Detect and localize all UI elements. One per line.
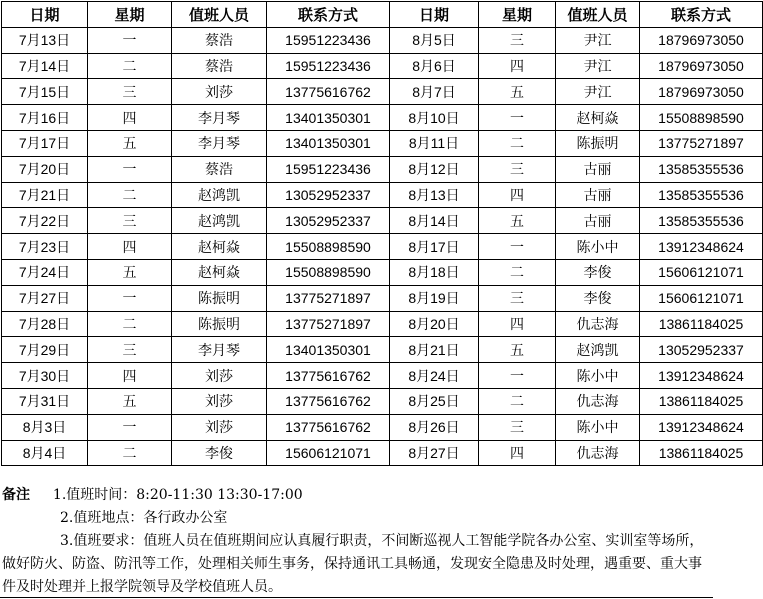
cell-weekday-right: 四 xyxy=(479,440,556,466)
notes-line-3 xyxy=(2,530,710,599)
col-header-contact-right: 联系方式 xyxy=(640,2,763,28)
header-row xyxy=(2,2,763,28)
table-row xyxy=(2,363,763,389)
table-row xyxy=(2,388,763,414)
cell-staff-left: 刘莎 xyxy=(172,363,267,389)
cell-date-right: 8月6日 xyxy=(390,53,479,79)
cell-date-right: 8月24日 xyxy=(390,363,479,389)
cell-contact-right: 15606121071 xyxy=(640,285,763,311)
cell-date-left: 7月13日 xyxy=(2,27,88,53)
cell-date-right: 8月13日 xyxy=(390,182,479,208)
table-row xyxy=(2,414,763,440)
cell-weekday-left: 五 xyxy=(88,388,172,414)
cell-contact-right: 18796973050 xyxy=(640,53,763,79)
table-row xyxy=(2,311,763,337)
cell-staff-left: 赵柯焱 xyxy=(172,259,267,285)
cell-staff-left: 赵鸿凯 xyxy=(172,182,267,208)
cell-date-left: 7月14日 xyxy=(2,53,88,79)
cell-staff-left: 李俊 xyxy=(172,440,267,466)
cell-staff-left: 刘莎 xyxy=(172,79,267,105)
cell-date-right: 8月19日 xyxy=(390,285,479,311)
cell-date-left: 7月17日 xyxy=(2,130,88,156)
cell-date-left: 7月23日 xyxy=(2,234,88,260)
cell-date-left: 7月28日 xyxy=(2,311,88,337)
cell-date-right: 8月25日 xyxy=(390,388,479,414)
cell-weekday-right: 二 xyxy=(479,388,556,414)
cell-contact-left: 15951223436 xyxy=(267,156,390,182)
table-row xyxy=(2,130,763,156)
cell-date-right: 8月5日 xyxy=(390,27,479,53)
cell-weekday-left: 五 xyxy=(88,130,172,156)
cell-contact-left: 15508898590 xyxy=(267,234,390,260)
cell-date-left: 7月21日 xyxy=(2,182,88,208)
cell-contact-right: 13861184025 xyxy=(640,311,763,337)
cell-staff-right: 尹江 xyxy=(556,27,640,53)
cell-weekday-left: 二 xyxy=(88,53,172,79)
table-row xyxy=(2,234,763,260)
cell-weekday-left: 一 xyxy=(88,414,172,440)
cell-date-left: 7月24日 xyxy=(2,259,88,285)
notes-label: 备注 xyxy=(2,487,30,503)
cell-contact-right: 13912348624 xyxy=(640,234,763,260)
cell-contact-right: 13912348624 xyxy=(640,363,763,389)
cell-staff-right: 李俊 xyxy=(556,285,640,311)
cell-staff-left: 刘莎 xyxy=(172,388,267,414)
cell-weekday-right: 三 xyxy=(479,156,556,182)
cell-date-left: 7月31日 xyxy=(2,388,88,414)
cell-weekday-left: 三 xyxy=(88,79,172,105)
cell-weekday-right: 四 xyxy=(479,182,556,208)
cell-weekday-left: 三 xyxy=(88,337,172,363)
cell-contact-left: 13401350301 xyxy=(267,337,390,363)
cell-contact-right: 15508898590 xyxy=(640,105,763,131)
table-row xyxy=(2,259,763,285)
cell-weekday-left: 一 xyxy=(88,27,172,53)
cell-staff-right: 古丽 xyxy=(556,156,640,182)
cell-contact-right: 18796973050 xyxy=(640,79,763,105)
col-header-weekday-right: 星期 xyxy=(479,2,556,28)
cell-staff-right: 尹江 xyxy=(556,53,640,79)
cell-contact-right: 13861184025 xyxy=(640,388,763,414)
cell-weekday-right: 二 xyxy=(479,259,556,285)
cell-staff-left: 赵鸿凯 xyxy=(172,208,267,234)
cell-date-right: 8月26日 xyxy=(390,414,479,440)
cell-contact-right: 13585355536 xyxy=(640,182,763,208)
cell-contact-left: 13775616762 xyxy=(267,414,390,440)
cell-staff-right: 尹江 xyxy=(556,79,640,105)
cell-weekday-right: 三 xyxy=(479,414,556,440)
cell-date-right: 8月7日 xyxy=(390,79,479,105)
cell-staff-left: 李月琴 xyxy=(172,105,267,131)
col-header-date-left: 日期 xyxy=(2,2,88,28)
cell-staff-left: 陈振明 xyxy=(172,311,267,337)
cell-contact-left: 15508898590 xyxy=(267,259,390,285)
cell-date-left: 8月3日 xyxy=(2,414,88,440)
table-row xyxy=(2,182,763,208)
cell-date-left: 7月27日 xyxy=(2,285,88,311)
table-row xyxy=(2,156,763,182)
cell-date-left: 7月16日 xyxy=(2,105,88,131)
cell-weekday-right: 二 xyxy=(479,130,556,156)
cell-contact-right: 18796973050 xyxy=(640,27,763,53)
cell-weekday-left: 四 xyxy=(88,105,172,131)
cell-staff-right: 陈小中 xyxy=(556,234,640,260)
cell-date-right: 8月14日 xyxy=(390,208,479,234)
cell-contact-left: 13775271897 xyxy=(267,285,390,311)
cell-contact-right: 13912348624 xyxy=(640,414,763,440)
cell-date-right: 8月17日 xyxy=(390,234,479,260)
cell-contact-right: 13585355536 xyxy=(640,208,763,234)
cell-weekday-right: 五 xyxy=(479,208,556,234)
cell-weekday-right: 一 xyxy=(479,105,556,131)
table-row xyxy=(2,285,763,311)
table-row xyxy=(2,79,763,105)
note-duty-time: 1.值班时间：8:20-11:30 13:30-17:00 xyxy=(52,487,303,503)
cell-contact-left: 15606121071 xyxy=(267,440,390,466)
cell-contact-left: 13052952337 xyxy=(267,182,390,208)
notes-section xyxy=(2,484,710,599)
cell-contact-left: 13775616762 xyxy=(267,388,390,414)
cell-weekday-left: 四 xyxy=(88,363,172,389)
cell-weekday-left: 五 xyxy=(88,259,172,285)
cell-weekday-left: 二 xyxy=(88,182,172,208)
bottom-border xyxy=(0,597,713,598)
cell-staff-right: 陈小中 xyxy=(556,414,640,440)
cell-contact-left: 13775616762 xyxy=(267,79,390,105)
cell-date-left: 7月20日 xyxy=(2,156,88,182)
cell-weekday-right: 五 xyxy=(479,337,556,363)
cell-date-right: 8月27日 xyxy=(390,440,479,466)
cell-contact-left: 13775271897 xyxy=(267,311,390,337)
cell-weekday-right: 五 xyxy=(479,79,556,105)
cell-date-left: 7月15日 xyxy=(2,79,88,105)
cell-weekday-right: 三 xyxy=(479,285,556,311)
cell-contact-right: 15606121071 xyxy=(640,259,763,285)
col-header-date-right: 日期 xyxy=(390,2,479,28)
cell-staff-left: 李月琴 xyxy=(172,337,267,363)
cell-staff-left: 陈振明 xyxy=(172,285,267,311)
cell-weekday-left: 一 xyxy=(88,156,172,182)
cell-weekday-right: 四 xyxy=(479,311,556,337)
cell-staff-right: 仇志海 xyxy=(556,440,640,466)
cell-date-right: 8月11日 xyxy=(390,130,479,156)
cell-staff-right: 古丽 xyxy=(556,208,640,234)
notes-line-1 xyxy=(2,484,710,507)
cell-date-left: 7月29日 xyxy=(2,337,88,363)
cell-date-right: 8月10日 xyxy=(390,105,479,131)
cell-contact-right: 13585355536 xyxy=(640,156,763,182)
table-row xyxy=(2,105,763,131)
table-row xyxy=(2,337,763,363)
cell-staff-left: 赵柯焱 xyxy=(172,234,267,260)
cell-date-left: 7月30日 xyxy=(2,363,88,389)
col-header-staff-left: 值班人员 xyxy=(172,2,267,28)
table-row xyxy=(2,53,763,79)
table-row xyxy=(2,208,763,234)
cell-staff-right: 仇志海 xyxy=(556,311,640,337)
cell-contact-left: 15951223436 xyxy=(267,53,390,79)
cell-contact-right: 13861184025 xyxy=(640,440,763,466)
cell-date-right: 8月12日 xyxy=(390,156,479,182)
duty-table xyxy=(1,1,763,466)
cell-staff-left: 蔡浩 xyxy=(172,53,267,79)
cell-staff-right: 赵鸿凯 xyxy=(556,337,640,363)
cell-weekday-left: 四 xyxy=(88,234,172,260)
cell-contact-right: 13052952337 xyxy=(640,337,763,363)
cell-staff-left: 李月琴 xyxy=(172,130,267,156)
cell-contact-left: 13401350301 xyxy=(267,105,390,131)
cell-weekday-right: 四 xyxy=(479,53,556,79)
cell-weekday-left: 三 xyxy=(88,208,172,234)
cell-staff-left: 刘莎 xyxy=(172,414,267,440)
cell-date-right: 8月21日 xyxy=(390,337,479,363)
cell-weekday-left: 二 xyxy=(88,440,172,466)
cell-weekday-left: 一 xyxy=(88,285,172,311)
cell-weekday-right: 一 xyxy=(479,363,556,389)
table-body xyxy=(2,27,763,466)
col-header-staff-right: 值班人员 xyxy=(556,2,640,28)
cell-contact-right: 13775271897 xyxy=(640,130,763,156)
cell-contact-left: 15951223436 xyxy=(267,27,390,53)
col-header-weekday-left: 星期 xyxy=(88,2,172,28)
cell-date-right: 8月18日 xyxy=(390,259,479,285)
cell-contact-left: 13052952337 xyxy=(267,208,390,234)
cell-weekday-left: 二 xyxy=(88,311,172,337)
notes-line-2 xyxy=(2,507,710,530)
note-duty-location: 2.值班地点：各行政办公室 xyxy=(60,510,228,526)
table-row xyxy=(2,440,763,466)
table-row xyxy=(2,27,763,53)
cell-staff-right: 李俊 xyxy=(556,259,640,285)
cell-staff-right: 赵柯焱 xyxy=(556,105,640,131)
cell-contact-left: 13775616762 xyxy=(267,363,390,389)
cell-date-right: 8月20日 xyxy=(390,311,479,337)
cell-weekday-right: 一 xyxy=(479,234,556,260)
cell-staff-right: 古丽 xyxy=(556,182,640,208)
cell-staff-right: 陈小中 xyxy=(556,363,640,389)
col-header-contact-left: 联系方式 xyxy=(267,2,390,28)
note-duty-requirements: 3.值班要求：值班人员在值班期间应认真履行职责，不间断巡视人工智能学院各办公室、实训室等场所，做好防火、防盗、防汛等工作，处理相关师生事务，保持通讯工具畅通，发现安全隐患及时处理，遇重要、重大事件及时处理并上报学院领导及学校值班人员。 xyxy=(2,533,704,595)
cell-contact-left: 13401350301 xyxy=(267,130,390,156)
cell-staff-right: 陈振明 xyxy=(556,130,640,156)
cell-weekday-right: 三 xyxy=(479,27,556,53)
cell-date-left: 7月22日 xyxy=(2,208,88,234)
cell-date-left: 8月4日 xyxy=(2,440,88,466)
cell-staff-left: 蔡浩 xyxy=(172,156,267,182)
cell-staff-left: 蔡浩 xyxy=(172,27,267,53)
cell-staff-right: 仇志海 xyxy=(556,388,640,414)
